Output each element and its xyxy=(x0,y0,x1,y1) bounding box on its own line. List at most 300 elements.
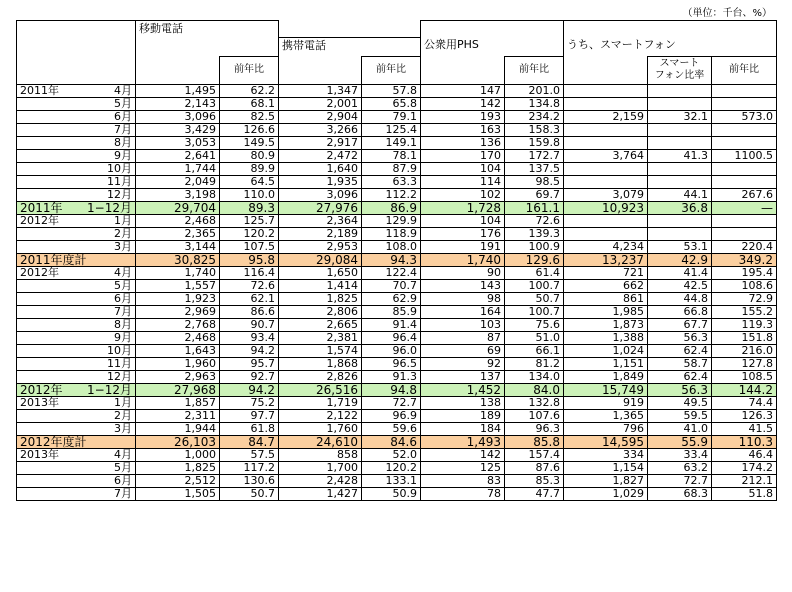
cell-units-cell: 1,719 xyxy=(279,397,362,410)
smart-ratio-cell: 41.4 xyxy=(648,267,712,280)
smart-yoy-cell: 174.2 xyxy=(712,462,777,475)
cell-yoy-cell: 96.5 xyxy=(362,358,421,371)
cell-units-cell: 2,806 xyxy=(279,306,362,319)
row-year: 2013年 xyxy=(20,448,59,461)
phs-yoy-cell: 157.4 xyxy=(505,449,564,462)
row-label xyxy=(17,98,136,111)
phs-units-cell: 193 xyxy=(421,111,505,124)
smart-units-cell: 796 xyxy=(564,423,648,436)
table-row xyxy=(17,189,777,202)
mobile-units-cell: 1,505 xyxy=(136,488,220,501)
row-label xyxy=(17,475,136,488)
cell-units-cell: 1,347 xyxy=(279,85,362,98)
smart-yoy-cell: 74.4 xyxy=(712,397,777,410)
row-label xyxy=(17,423,136,436)
phs-units-cell: 98 xyxy=(421,293,505,306)
phs-units-cell: 104 xyxy=(421,163,505,176)
smart-yoy-cell: 119.3 xyxy=(712,319,777,332)
row-month: 9月 xyxy=(114,149,132,162)
phs-units-cell: 104 xyxy=(421,215,505,228)
smart-yoy-cell: 51.8 xyxy=(712,488,777,501)
cell-yoy-cell: 125.4 xyxy=(362,124,421,137)
mobile-units-cell: 1,857 xyxy=(136,397,220,410)
cell-units-cell: 1,760 xyxy=(279,423,362,436)
row-label xyxy=(17,280,136,293)
phs-units-cell: 143 xyxy=(421,280,505,293)
table-row xyxy=(17,397,777,410)
smart-ratio-cell: 58.7 xyxy=(648,358,712,371)
mobile-yoy-cell: 116.4 xyxy=(220,267,279,280)
header-phs-top xyxy=(421,21,564,38)
row-month: 7月 xyxy=(114,123,132,136)
mobile-units-cell: 1,744 xyxy=(136,163,220,176)
table-row xyxy=(17,371,777,384)
table-row xyxy=(17,98,777,111)
smart-yoy-cell: 267.6 xyxy=(712,189,777,202)
smart-units-cell: 13,237 xyxy=(564,254,648,267)
row-month: 2月 xyxy=(114,227,132,240)
cell-yoy-cell: 85.9 xyxy=(362,306,421,319)
header-blank xyxy=(17,21,136,38)
row-month: 5月 xyxy=(114,461,132,474)
smart-units-cell: 3,764 xyxy=(564,150,648,163)
row-label xyxy=(17,254,136,267)
smart-units-cell xyxy=(564,176,648,189)
smart-units-cell: 1,985 xyxy=(564,306,648,319)
row-month: 3月 xyxy=(114,422,132,435)
cell-units-cell: 2,826 xyxy=(279,371,362,384)
mobile-yoy-cell: 62.2 xyxy=(220,85,279,98)
row-label xyxy=(17,319,136,332)
mobile-yoy-cell: 149.5 xyxy=(220,137,279,150)
phs-units-cell: 90 xyxy=(421,267,505,280)
row-month: 1−12月 xyxy=(87,383,132,397)
mobile-yoy-cell: 97.7 xyxy=(220,410,279,423)
smart-ratio-cell xyxy=(648,98,712,111)
table-row xyxy=(17,475,777,488)
cell-yoy-cell: 79.1 xyxy=(362,111,421,124)
cell-yoy-cell: 94.8 xyxy=(362,384,421,397)
cell-units-cell: 29,084 xyxy=(279,254,362,267)
phs-yoy-cell: 85.8 xyxy=(505,436,564,449)
header-spacer xyxy=(421,56,505,85)
cell-yoy-cell: 72.7 xyxy=(362,397,421,410)
total-row xyxy=(17,254,777,267)
phs-units-cell: 142 xyxy=(421,449,505,462)
smart-units-cell: 1,365 xyxy=(564,410,648,423)
cell-yoy-cell: 129.9 xyxy=(362,215,421,228)
mobile-units-cell: 2,768 xyxy=(136,319,220,332)
total-row xyxy=(17,384,777,397)
header-cell: 携帯電話 xyxy=(279,37,421,56)
smart-units-cell: 14,595 xyxy=(564,436,648,449)
phs-units-cell: 1,740 xyxy=(421,254,505,267)
row-label xyxy=(17,150,136,163)
total-row xyxy=(17,202,777,215)
row-label xyxy=(17,332,136,345)
row-label xyxy=(17,488,136,501)
cell-yoy-cell: 78.1 xyxy=(362,150,421,163)
smart-ratio-cell xyxy=(648,124,712,137)
cell-units-cell: 26,516 xyxy=(279,384,362,397)
smart-ratio-cell: 59.5 xyxy=(648,410,712,423)
row-month: 1月 xyxy=(114,214,132,227)
smart-yoy-cell: 108.5 xyxy=(712,371,777,384)
table-row xyxy=(17,488,777,501)
cell-yoy-cell: 70.7 xyxy=(362,280,421,293)
smart-yoy-cell: 1100.5 xyxy=(712,150,777,163)
row-label xyxy=(17,384,136,397)
header-blank xyxy=(17,37,136,56)
smart-units-cell: 4,234 xyxy=(564,241,648,254)
smart-ratio-cell: 72.7 xyxy=(648,475,712,488)
smart-yoy-cell xyxy=(712,124,777,137)
cell-units-cell: 2,381 xyxy=(279,332,362,345)
smart-ratio-cell: 41.3 xyxy=(648,150,712,163)
cell-yoy-cell: 149.1 xyxy=(362,137,421,150)
phs-units-cell: 176 xyxy=(421,228,505,241)
phs-yoy-cell: 98.5 xyxy=(505,176,564,189)
table-body xyxy=(17,21,777,501)
row-year: 2011年 xyxy=(20,201,63,215)
cell-yoy-cell: 50.9 xyxy=(362,488,421,501)
mobile-yoy-cell: 93.4 xyxy=(220,332,279,345)
phs-yoy-cell: 139.3 xyxy=(505,228,564,241)
cell-yoy-cell: 108.0 xyxy=(362,241,421,254)
row-month: 6月 xyxy=(114,474,132,487)
mobile-yoy-cell: 84.7 xyxy=(220,436,279,449)
phs-yoy-cell: 50.7 xyxy=(505,293,564,306)
row-label xyxy=(17,462,136,475)
phs-yoy-cell: 100.7 xyxy=(505,306,564,319)
smart-units-cell xyxy=(564,124,648,137)
phs-units-cell: 170 xyxy=(421,150,505,163)
mobile-yoy-cell: 130.6 xyxy=(220,475,279,488)
smart-units-cell xyxy=(564,228,648,241)
phs-yoy-cell: 69.7 xyxy=(505,189,564,202)
smart-yoy-cell: 220.4 xyxy=(712,241,777,254)
row-year: 2012年度計 xyxy=(20,435,87,449)
cell-units-cell: 2,001 xyxy=(279,98,362,111)
mobile-yoy-cell: 72.6 xyxy=(220,280,279,293)
mobile-units-cell: 29,704 xyxy=(136,202,220,215)
cell-yoy-cell: 94.3 xyxy=(362,254,421,267)
phs-yoy-cell: 87.6 xyxy=(505,462,564,475)
row-label xyxy=(17,449,136,462)
smart-ratio-cell: 33.4 xyxy=(648,449,712,462)
header-smart-ratio: スマート フォン比率 xyxy=(648,56,712,85)
mobile-yoy-cell: 80.9 xyxy=(220,150,279,163)
phs-yoy-cell: 81.2 xyxy=(505,358,564,371)
row-year: 2012年 xyxy=(20,383,63,397)
row-year: 2011年度計 xyxy=(20,253,87,267)
smart-ratio-cell xyxy=(648,228,712,241)
smart-units-cell: 1,849 xyxy=(564,371,648,384)
phs-units-cell: 1,728 xyxy=(421,202,505,215)
cell-units-cell: 3,096 xyxy=(279,189,362,202)
header-phs: 公衆用PHS xyxy=(421,37,564,56)
smart-yoy-cell: 216.0 xyxy=(712,345,777,358)
cell-yoy-cell: 96.9 xyxy=(362,410,421,423)
phs-yoy-cell: 132.8 xyxy=(505,397,564,410)
phs-units-cell: 184 xyxy=(421,423,505,436)
smart-ratio-cell: 32.1 xyxy=(648,111,712,124)
mobile-yoy-cell: 68.1 xyxy=(220,98,279,111)
smart-yoy-cell: 126.3 xyxy=(712,410,777,423)
cell-yoy-cell: 57.8 xyxy=(362,85,421,98)
cell-yoy-cell: 65.8 xyxy=(362,98,421,111)
smart-ratio-cell: 42.9 xyxy=(648,254,712,267)
smart-units-cell xyxy=(564,215,648,228)
table-row xyxy=(17,163,777,176)
cell-units-cell: 858 xyxy=(279,449,362,462)
mobile-yoy-cell: 95.8 xyxy=(220,254,279,267)
mobile-units-cell: 3,198 xyxy=(136,189,220,202)
phs-units-cell: 136 xyxy=(421,137,505,150)
table-row xyxy=(17,449,777,462)
mobile-yoy-cell: 61.8 xyxy=(220,423,279,436)
row-label xyxy=(17,293,136,306)
header-spacer xyxy=(564,56,648,85)
mobile-units-cell: 1,740 xyxy=(136,267,220,280)
mobile-yoy-cell: 89.3 xyxy=(220,202,279,215)
header-smart: うち、スマートフォン xyxy=(564,37,777,56)
row-label xyxy=(17,228,136,241)
cell-yoy-cell: 63.3 xyxy=(362,176,421,189)
smart-yoy-cell xyxy=(712,176,777,189)
row-month: 5月 xyxy=(114,279,132,292)
row-label xyxy=(17,163,136,176)
mobile-yoy-cell: 90.7 xyxy=(220,319,279,332)
mobile-units-cell: 2,365 xyxy=(136,228,220,241)
smart-ratio-cell: 56.3 xyxy=(648,332,712,345)
row-label xyxy=(17,358,136,371)
smart-yoy-cell xyxy=(712,85,777,98)
smart-ratio-cell: 44.1 xyxy=(648,189,712,202)
cell-yoy-cell: 91.4 xyxy=(362,319,421,332)
mobile-units-cell: 26,103 xyxy=(136,436,220,449)
cell-yoy-cell: 122.4 xyxy=(362,267,421,280)
cell-units-cell: 2,917 xyxy=(279,137,362,150)
smart-yoy-cell: 108.6 xyxy=(712,280,777,293)
phs-yoy-cell: 201.0 xyxy=(505,85,564,98)
smart-yoy-cell: 41.5 xyxy=(712,423,777,436)
mobile-units-cell: 1,495 xyxy=(136,85,220,98)
header-spacer xyxy=(279,56,362,85)
smart-units-cell: 861 xyxy=(564,293,648,306)
table-row xyxy=(17,124,777,137)
mobile-units-cell: 2,969 xyxy=(136,306,220,319)
mobile-yoy-cell: 117.2 xyxy=(220,462,279,475)
cell-yoy-cell: 133.1 xyxy=(362,475,421,488)
mobile-yoy-cell: 62.1 xyxy=(220,293,279,306)
row-month: 4月 xyxy=(114,448,132,461)
cell-yoy-cell: 84.6 xyxy=(362,436,421,449)
smart-ratio-cell: 44.8 xyxy=(648,293,712,306)
smart-yoy-cell: 110.3 xyxy=(712,436,777,449)
cell-yoy-cell: 59.6 xyxy=(362,423,421,436)
mobile-units-cell: 1,944 xyxy=(136,423,220,436)
row-label xyxy=(17,410,136,423)
row-month: 4月 xyxy=(114,84,132,97)
mobile-yoy-cell: 57.5 xyxy=(220,449,279,462)
cell-yoy-cell: 87.9 xyxy=(362,163,421,176)
row-label xyxy=(17,176,136,189)
cell-yoy-cell: 86.9 xyxy=(362,202,421,215)
row-label xyxy=(17,241,136,254)
phs-units-cell: 102 xyxy=(421,189,505,202)
smart-units-cell: 1,154 xyxy=(564,462,648,475)
row-label xyxy=(17,436,136,449)
phs-yoy-cell: 137.5 xyxy=(505,163,564,176)
row-label xyxy=(17,267,136,280)
row-label xyxy=(17,397,136,410)
smart-ratio-cell: 56.3 xyxy=(648,384,712,397)
mobile-units-cell: 1,557 xyxy=(136,280,220,293)
phs-units-cell: 138 xyxy=(421,397,505,410)
row-month: 3月 xyxy=(114,240,132,253)
row-month: 5月 xyxy=(114,97,132,110)
smart-units-cell: 1,024 xyxy=(564,345,648,358)
mobile-units-cell: 3,429 xyxy=(136,124,220,137)
cell-yoy-cell: 118.9 xyxy=(362,228,421,241)
cell-units-cell: 1,414 xyxy=(279,280,362,293)
row-label xyxy=(17,189,136,202)
table-row xyxy=(17,215,777,228)
row-label xyxy=(17,345,136,358)
mobile-yoy-cell: 82.5 xyxy=(220,111,279,124)
smart-units-cell xyxy=(564,85,648,98)
phs-units-cell: 103 xyxy=(421,319,505,332)
smart-ratio-cell: 53.1 xyxy=(648,241,712,254)
row-month: 10月 xyxy=(107,344,132,357)
table-row xyxy=(17,358,777,371)
total-row xyxy=(17,436,777,449)
table-row xyxy=(17,423,777,436)
cell-units-cell: 2,189 xyxy=(279,228,362,241)
mobile-units-cell: 1,000 xyxy=(136,449,220,462)
smart-ratio-cell: 55.9 xyxy=(648,436,712,449)
table-row xyxy=(17,85,777,98)
header-phs-yoy: 前年比 xyxy=(505,56,564,85)
smart-yoy-cell: 195.4 xyxy=(712,267,777,280)
cell-units-cell: 27,976 xyxy=(279,202,362,215)
row-month: 8月 xyxy=(114,136,132,149)
mobile-units-cell: 3,096 xyxy=(136,111,220,124)
row-month: 11月 xyxy=(107,357,132,370)
phs-units-cell: 1,493 xyxy=(421,436,505,449)
phs-yoy-cell: 100.7 xyxy=(505,280,564,293)
smart-yoy-cell xyxy=(712,228,777,241)
row-month: 11月 xyxy=(107,175,132,188)
phs-units-cell: 142 xyxy=(421,98,505,111)
table-row xyxy=(17,150,777,163)
row-label xyxy=(17,137,136,150)
smart-units-cell xyxy=(564,163,648,176)
smart-yoy-cell xyxy=(712,215,777,228)
mobile-units-cell: 1,643 xyxy=(136,345,220,358)
smart-yoy-cell: — xyxy=(712,202,777,215)
row-year: 2013年 xyxy=(20,396,59,409)
cell-units-cell: 1,650 xyxy=(279,267,362,280)
smart-units-cell: 1,827 xyxy=(564,475,648,488)
row-label xyxy=(17,215,136,228)
phs-yoy-cell: 100.9 xyxy=(505,241,564,254)
row-label xyxy=(17,202,136,215)
smart-units-cell: 334 xyxy=(564,449,648,462)
phs-yoy-cell: 159.8 xyxy=(505,137,564,150)
table-row xyxy=(17,241,777,254)
phs-yoy-cell: 85.3 xyxy=(505,475,564,488)
phs-yoy-cell: 84.0 xyxy=(505,384,564,397)
cell-units-cell: 2,953 xyxy=(279,241,362,254)
cell-units-cell: 2,665 xyxy=(279,319,362,332)
cell-yoy-cell: 120.2 xyxy=(362,462,421,475)
smart-units-cell: 1,151 xyxy=(564,358,648,371)
mobile-yoy-cell: 110.0 xyxy=(220,189,279,202)
cell-units-cell: 2,904 xyxy=(279,111,362,124)
smart-units-cell: 1,873 xyxy=(564,319,648,332)
smart-ratio-cell xyxy=(648,215,712,228)
smart-yoy-cell: 151.8 xyxy=(712,332,777,345)
smart-ratio-cell: 62.4 xyxy=(648,371,712,384)
table-row xyxy=(17,293,777,306)
mobile-units-cell: 3,053 xyxy=(136,137,220,150)
row-label xyxy=(17,124,136,137)
row-label xyxy=(17,85,136,98)
mobile-yoy-cell: 92.7 xyxy=(220,371,279,384)
table-row xyxy=(17,345,777,358)
smart-ratio-cell: 41.0 xyxy=(648,423,712,436)
row-month: 1−12月 xyxy=(87,201,132,215)
header-mobile-space xyxy=(136,37,279,56)
mobile-yoy-cell: 120.2 xyxy=(220,228,279,241)
phs-yoy-cell: 66.1 xyxy=(505,345,564,358)
smart-units-cell: 721 xyxy=(564,267,648,280)
phs-yoy-cell: 129.6 xyxy=(505,254,564,267)
smart-units-cell: 10,923 xyxy=(564,202,648,215)
shipment-table xyxy=(16,20,777,501)
mobile-yoy-cell: 89.9 xyxy=(220,163,279,176)
phs-units-cell: 189 xyxy=(421,410,505,423)
phs-yoy-cell: 134.8 xyxy=(505,98,564,111)
cell-units-cell: 1,427 xyxy=(279,488,362,501)
smart-ratio-cell: 36.8 xyxy=(648,202,712,215)
phs-yoy-cell: 61.4 xyxy=(505,267,564,280)
cell-units-cell: 2,122 xyxy=(279,410,362,423)
smart-yoy-cell: 46.4 xyxy=(712,449,777,462)
smart-yoy-cell: 72.9 xyxy=(712,293,777,306)
smart-yoy-cell: 573.0 xyxy=(712,111,777,124)
phs-yoy-cell: 51.0 xyxy=(505,332,564,345)
mobile-units-cell: 2,468 xyxy=(136,215,220,228)
mobile-yoy-cell: 75.2 xyxy=(220,397,279,410)
smart-yoy-cell xyxy=(712,98,777,111)
table-row xyxy=(17,462,777,475)
phs-yoy-cell: 134.0 xyxy=(505,371,564,384)
cell-units-cell: 1,868 xyxy=(279,358,362,371)
mobile-yoy-cell: 125.7 xyxy=(220,215,279,228)
row-month: 7月 xyxy=(114,487,132,500)
cell-units-cell: 3,266 xyxy=(279,124,362,137)
phs-units-cell: 125 xyxy=(421,462,505,475)
smart-ratio-cell: 42.5 xyxy=(648,280,712,293)
header-smart-top xyxy=(564,21,777,38)
smart-ratio-cell xyxy=(648,85,712,98)
row-month: 6月 xyxy=(114,292,132,305)
mobile-units-cell: 2,049 xyxy=(136,176,220,189)
cell-units-cell: 1,700 xyxy=(279,462,362,475)
